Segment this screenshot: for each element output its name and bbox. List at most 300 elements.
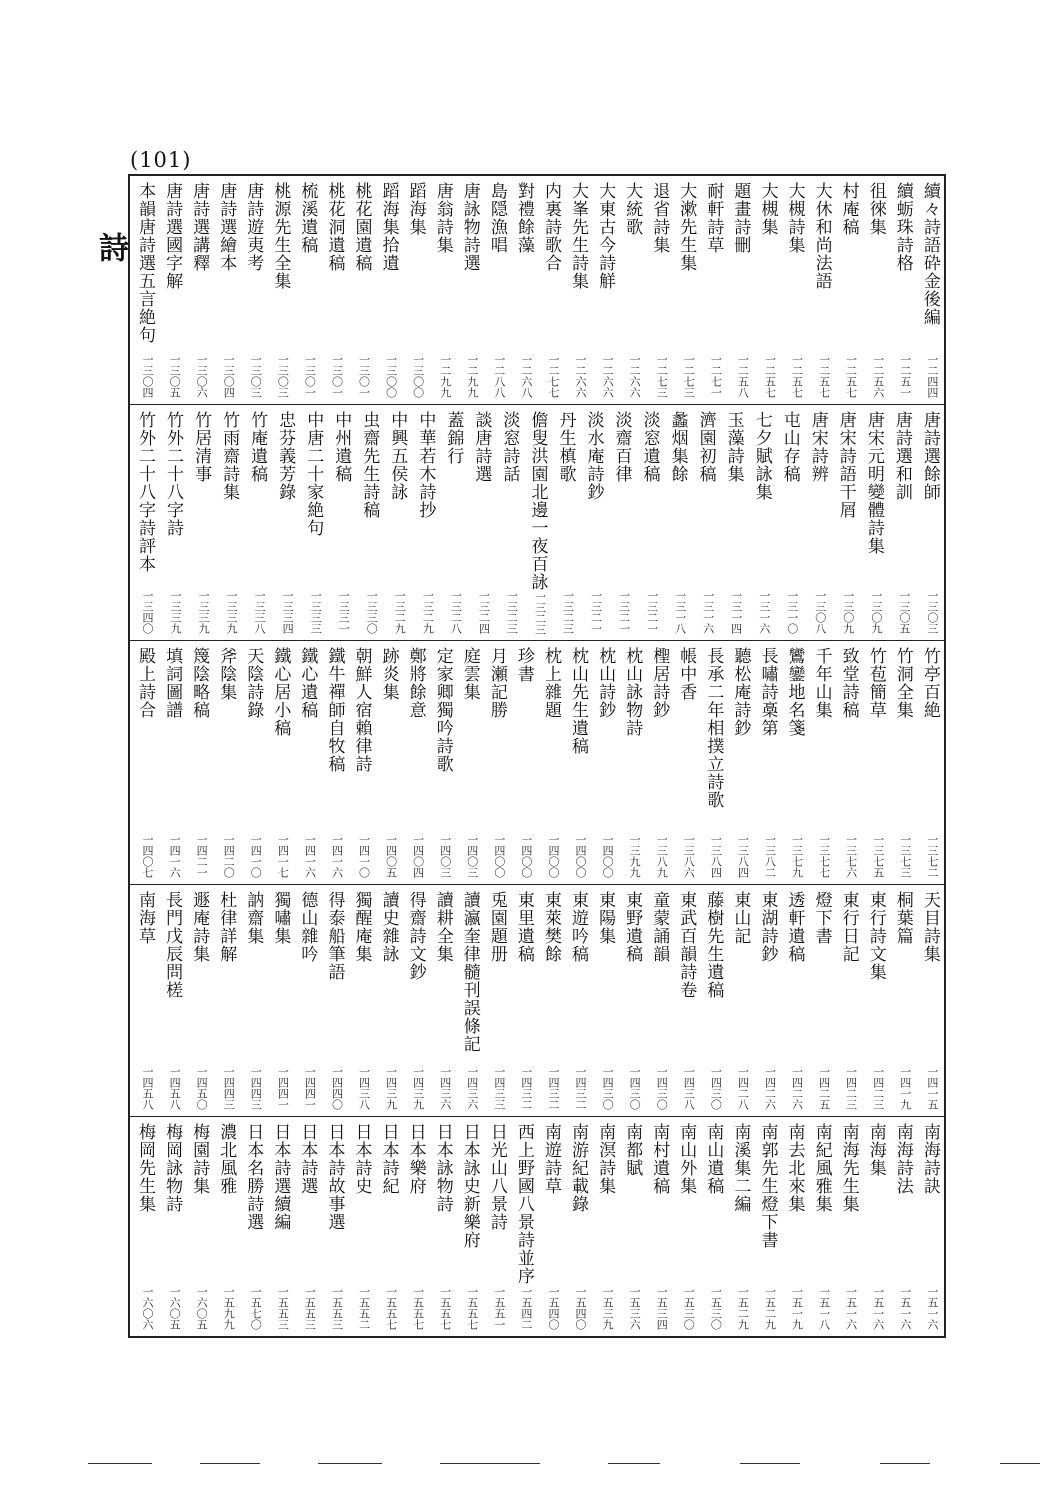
index-entry — [725, 411, 742, 634]
entry-page-number: 一三三九 — [197, 590, 211, 634]
entry-title: 南海詩訣 — [919, 1123, 940, 1195]
entry-page-number: 一四〇〇 — [601, 834, 615, 878]
entry-title: 讀瀛奎律髓刊誤條記 — [459, 891, 480, 1053]
entry-title: 得泰船筆語 — [324, 891, 345, 981]
entry-page-number: 一二五七 — [817, 354, 831, 398]
entry-title: 長門戊辰問槎 — [162, 891, 183, 999]
entry-title: 東萊樊餘 — [540, 891, 561, 963]
entry-page-number: 一四〇五 — [384, 834, 398, 878]
entry-page-number: 一三二三 — [533, 591, 547, 635]
index-entry — [837, 411, 854, 634]
index-entry — [353, 891, 370, 1110]
index-entry — [757, 1123, 778, 1330]
footer-rule — [608, 1463, 660, 1464]
entry-title: 唐宋詩語干屑 — [835, 411, 856, 519]
entry-page-number: 一四一〇 — [249, 834, 263, 878]
section-label: 詩 — [93, 232, 128, 262]
footer-rule — [740, 1463, 800, 1464]
entry-page-number: 一三〇〇 — [411, 354, 425, 398]
entry-page-number: 一四〇〇 — [574, 834, 587, 878]
entry-title: 續々詩語砕金後編 — [919, 182, 940, 326]
entry-page-number: 一四一〇 — [357, 834, 371, 878]
entry-page-number: 一三〇五 — [897, 590, 911, 634]
index-entry — [542, 891, 559, 1110]
entry-title: 東陽集 — [595, 891, 616, 945]
entry-title: 東遊吟稿 — [568, 891, 588, 963]
index-entry — [434, 647, 451, 878]
entry-page-number: 一四二六 — [763, 1066, 777, 1110]
entry-page-number: 一三〇三 — [925, 590, 939, 634]
entry-page-number: 一三〇九 — [841, 590, 855, 634]
index-entry — [515, 647, 532, 878]
entry-page-number: 一三二四 — [477, 590, 491, 634]
entry-page-number: 一五五三 — [303, 1286, 317, 1330]
entry-page-number: 一三九九 — [628, 834, 642, 878]
entry-page-number: 一三三九 — [169, 590, 183, 634]
entry-page-number: 一四二三 — [844, 1066, 858, 1110]
index-entry — [216, 182, 237, 398]
entry-page-number: 一三八二 — [763, 834, 777, 878]
index-entry — [595, 891, 616, 1110]
entry-title: 桐葉篇 — [892, 891, 913, 945]
entry-page-number: 一三一六 — [757, 590, 771, 634]
index-entry — [921, 1123, 938, 1330]
entry-page-number: 一三一六 — [701, 590, 715, 634]
entry-page-number: 一四四一 — [303, 1066, 317, 1110]
index-entry — [921, 411, 938, 634]
entry-title: 東武百韻詩卷 — [676, 891, 697, 999]
entry-page-number: 一三七三 — [898, 834, 912, 878]
entry-page-number: 一四〇四 — [411, 834, 425, 878]
entry-title: 朝鮮人宿賴律詩 — [351, 647, 372, 773]
entry-page-number: 一三八六 — [682, 834, 696, 878]
index-entry — [585, 411, 602, 634]
entry-page-number: 一四五八 — [168, 1066, 182, 1110]
index-entry — [569, 182, 586, 398]
index-entry — [461, 1123, 478, 1330]
entry-title: 枕上雜題 — [540, 647, 561, 719]
index-entry — [542, 1123, 559, 1330]
index-entry — [921, 182, 938, 398]
entry-title: 鐵心居小稿 — [270, 647, 291, 737]
index-entry — [359, 411, 380, 634]
index-entry — [649, 891, 670, 1110]
entry-page-number: 一四〇三 — [438, 834, 452, 878]
entry-title: 虫齋先生詩稿 — [359, 411, 380, 519]
index-entry — [434, 1123, 451, 1330]
index-entry — [488, 891, 505, 1110]
index-entry — [380, 1123, 397, 1330]
entry-title: 篾陰略稿 — [189, 647, 210, 719]
entry-page-number: 一三八四 — [709, 834, 723, 878]
entry-title: 南遊詩草 — [540, 1123, 561, 1195]
entry-title: 日本名勝詩選 — [243, 1123, 264, 1231]
entry-title: 燈下書 — [811, 891, 832, 945]
entry-title: 竹苞簡草 — [865, 647, 886, 719]
entry-title: 儋叟洪園北邊一夜百詠 — [527, 411, 548, 591]
index-entry — [595, 182, 616, 398]
index-entry — [649, 182, 670, 398]
entry-title: 唐宋詩辨 — [807, 411, 828, 483]
entry-page-number: 一四四三 — [222, 1066, 236, 1110]
entry-page-number: 一三八四 — [736, 834, 750, 878]
entry-title: 中州遺稿 — [331, 411, 352, 483]
entry-page-number: 一二七三 — [682, 354, 696, 398]
index-entry — [297, 182, 318, 398]
entry-title: 枕山先生遺稿 — [568, 647, 588, 755]
index-entry — [921, 891, 938, 1110]
entry-page-number: 一五五七 — [384, 1286, 398, 1330]
index-entry — [189, 1123, 210, 1330]
entry-title: 鐵牛禪師自牧稿 — [324, 647, 345, 773]
entry-title: 竹洞全集 — [892, 647, 913, 719]
entry-title: 日光山八景詩 — [486, 1123, 507, 1231]
index-entry — [649, 647, 670, 878]
entry-page-number: 一五三〇 — [709, 1286, 723, 1330]
index-entry — [893, 411, 910, 634]
index-entry — [840, 891, 857, 1110]
index-entry — [189, 891, 210, 1110]
index-entry — [840, 647, 857, 878]
entry-page-number: 一三〇八 — [813, 590, 827, 634]
index-entry — [247, 411, 268, 634]
entry-title: 讀史雜詠 — [378, 891, 399, 963]
index-entry — [407, 891, 424, 1110]
index-entry — [703, 182, 724, 398]
index-entry — [757, 182, 778, 398]
entry-title: 東里遺稿 — [513, 891, 534, 963]
footer-rule — [318, 1463, 382, 1464]
index-entry — [676, 891, 697, 1110]
index-entry — [781, 411, 798, 634]
entry-page-number: 一三七二 — [925, 834, 939, 878]
entry-page-number: 一二五六 — [871, 354, 885, 398]
index-entry — [867, 647, 884, 878]
entry-page-number: 一五五七 — [438, 1286, 452, 1330]
footer-rule — [440, 1463, 540, 1464]
entry-title: 南村遺稿 — [649, 1123, 670, 1195]
entry-page-number: 一五一六 — [871, 1286, 885, 1330]
index-band — [130, 640, 944, 884]
index-entry — [353, 647, 370, 878]
entry-title: 大漱先生集 — [676, 182, 697, 272]
index-entry — [488, 1123, 505, 1330]
entry-title: 杜律詳解 — [216, 891, 237, 963]
entry-title: 淡齋百律 — [611, 411, 632, 483]
index-entry — [894, 182, 911, 398]
index-entry — [515, 891, 532, 1110]
index-entry — [216, 891, 237, 1110]
index-entry — [380, 182, 397, 398]
entry-title: 聽松庵詩鈔 — [730, 647, 751, 737]
index-entry — [162, 891, 183, 1110]
entry-title: 日本詩紀 — [378, 1123, 399, 1195]
entry-page-number: 一三七九 — [790, 834, 804, 878]
index-entry — [434, 891, 451, 1110]
entry-title: 唐詠物詩選 — [459, 182, 480, 272]
entry-title: 長嘯詩槀第 — [757, 647, 778, 737]
entry-page-number: 一三〇〇 — [384, 354, 398, 398]
index-entry — [324, 891, 345, 1110]
entry-page-number: 一四二一 — [195, 834, 209, 878]
entry-title: 大峯先生詩集 — [568, 182, 588, 290]
index-entry — [730, 647, 751, 878]
entry-page-number: 一四二五 — [817, 1066, 831, 1110]
entry-title: 大槻集 — [757, 182, 778, 236]
entry-page-number: 一四三〇 — [601, 1066, 615, 1110]
entry-page-number: 一四三〇 — [709, 1066, 723, 1110]
entry-page-number: 一四三二 — [519, 1066, 533, 1110]
entry-page-number: 一五七〇 — [249, 1286, 263, 1330]
entry-title: 唐翁詩集 — [432, 182, 453, 254]
index-entry — [515, 1123, 532, 1330]
index-entry — [894, 891, 911, 1110]
entry-title: 桃花園遺稿 — [351, 182, 372, 272]
index-entry — [407, 182, 424, 398]
index-entry — [867, 1123, 884, 1330]
entry-page-number: 一四三八 — [357, 1066, 371, 1110]
entry-title: 日本樂府 — [405, 1123, 426, 1195]
index-entry — [757, 891, 778, 1110]
index-entry — [894, 1123, 911, 1330]
entry-page-number: 一六〇六 — [141, 1286, 154, 1330]
entry-title: 日本詩選 — [297, 1123, 318, 1195]
entry-page-number: 一四四一 — [276, 1066, 290, 1110]
entry-page-number: 一二七七 — [546, 354, 560, 398]
index-entry — [243, 182, 264, 398]
index-entry — [542, 647, 559, 878]
entry-page-number: 一四五八 — [141, 1066, 154, 1110]
index-band — [130, 404, 944, 640]
entry-page-number: 一四一九 — [898, 1066, 912, 1110]
index-entry — [216, 1123, 237, 1330]
index-entry — [622, 1123, 643, 1330]
entry-page-number: 一四三九 — [384, 1066, 398, 1110]
index-entry — [387, 411, 408, 634]
index-entry — [297, 1123, 318, 1330]
entry-title: 忠芬義芳錄 — [275, 411, 296, 501]
entry-title: 本韻唐詩選五言絶句 — [135, 182, 155, 344]
index-entry — [189, 182, 210, 398]
entry-title: 南海詩法 — [892, 1123, 913, 1195]
entry-page-number: 一五五三 — [330, 1286, 344, 1330]
index-entry — [136, 891, 153, 1110]
entry-title: 續蛎珠詩格 — [892, 182, 913, 272]
entry-page-number: 一五二九 — [736, 1286, 750, 1330]
entry-title: 村庵稿 — [838, 182, 859, 236]
entry-page-number: 一三三八 — [253, 590, 267, 634]
entry-title: 耐軒詩草 — [703, 182, 724, 254]
entry-title: 唐詩選繪本 — [216, 182, 237, 272]
index-entry — [569, 891, 586, 1110]
entry-page-number: 一二五一 — [898, 354, 912, 398]
entry-title: 七夕賦詠集 — [751, 411, 772, 501]
entry-page-number: 一四三二 — [574, 1066, 587, 1110]
entry-page-number: 一三二三 — [561, 590, 575, 634]
entry-title: 帳中香 — [676, 647, 697, 701]
index-entry — [697, 411, 714, 634]
index-entry — [136, 647, 153, 878]
entry-title: 題畫詩刪 — [730, 182, 751, 254]
index-entry — [641, 411, 658, 634]
entry-page-number: 一三〇九 — [869, 590, 883, 634]
entry-title: 徂徠集 — [865, 182, 886, 236]
entry-page-number: 一四〇〇 — [519, 834, 533, 878]
entry-page-number: 一三一八 — [673, 590, 687, 634]
entry-page-number: 一四一六 — [303, 834, 317, 878]
index-entry — [324, 647, 345, 878]
entry-title: 珍書 — [513, 647, 534, 683]
entry-title: 南海草 — [135, 891, 155, 945]
entry-page-number: 一四四〇 — [330, 1066, 344, 1110]
entry-title: 枕山詠物詩 — [622, 647, 643, 737]
entry-title: 梅岡先生集 — [135, 1123, 155, 1213]
entry-page-number: 一五一九 — [790, 1286, 804, 1330]
entry-title: 東野遺稿 — [622, 891, 643, 963]
index-entry — [569, 1123, 586, 1330]
entry-title: 南都賦 — [622, 1123, 643, 1177]
entry-title: 南郭先生燈下書 — [757, 1123, 778, 1249]
entry-title: 唐詩遊夷考 — [243, 182, 264, 272]
entry-page-number: 一三三四 — [281, 590, 295, 634]
entry-page-number: 一五五三 — [276, 1286, 290, 1330]
entry-title: 梅岡詠物詩 — [162, 1123, 183, 1213]
entry-title: 丹生槙歌 — [555, 411, 576, 483]
index-entry — [595, 1123, 616, 1330]
entry-title: 天目詩集 — [919, 891, 940, 963]
index-entry — [270, 182, 291, 398]
entry-title: 斧陰集 — [216, 647, 237, 701]
entry-title: 淡窓遺稿 — [639, 411, 660, 483]
index-entry — [703, 1123, 724, 1330]
entry-page-number: 一三二一 — [645, 590, 659, 634]
index-entry — [488, 647, 505, 878]
entry-title: 竹外二十八字詩 — [163, 411, 184, 537]
index-entry — [840, 182, 857, 398]
entry-title: 大統歌 — [622, 182, 643, 236]
entry-title: 淡窓詩話 — [499, 411, 520, 483]
entry-title: 鸞鑾地名箋 — [784, 647, 805, 737]
entry-page-number: 一三二一 — [617, 590, 631, 634]
entry-page-number: 一三〇一 — [303, 354, 317, 398]
entry-title: 獨醒庵集 — [351, 891, 372, 963]
entry-page-number: 一四二三 — [871, 1066, 885, 1110]
index-entry — [542, 182, 559, 398]
index-entry — [786, 891, 803, 1110]
entry-page-number: 一三七七 — [817, 834, 831, 878]
entry-title: 鄭將餘意 — [405, 647, 426, 719]
entry-title: 跡炎集 — [378, 647, 399, 701]
entry-page-number: 一二五八 — [736, 354, 750, 398]
entry-title: 南山遺稿 — [703, 1123, 724, 1195]
entry-title: 西上野國八景詩並序 — [513, 1123, 534, 1285]
index-entry — [757, 647, 778, 878]
entry-page-number: 一五二九 — [763, 1286, 777, 1330]
entry-title: 致堂詩稿 — [838, 647, 859, 719]
entry-page-number: 一五一六 — [844, 1286, 858, 1330]
entry-title: 月瀬記勝 — [486, 647, 507, 719]
entry-title: 長承二年相撲立詩歌 — [703, 647, 724, 809]
index-entry — [730, 182, 751, 398]
entry-title: 屯山存稿 — [779, 411, 800, 483]
index-entry — [270, 891, 291, 1110]
index-band — [130, 176, 944, 404]
entry-page-number: 一二七三 — [655, 354, 669, 398]
entry-page-number: 一三一四 — [729, 590, 743, 634]
page-number: (101) — [130, 148, 192, 172]
entry-page-number: 一三七五 — [871, 834, 885, 878]
entry-page-number: 一四三〇 — [655, 1066, 669, 1110]
entry-page-number: 一二四四 — [925, 354, 939, 398]
entry-title: 唐詩選和訓 — [891, 411, 912, 501]
entry-title: 唐詩選講釋 — [189, 182, 210, 272]
entry-title: 中唐二十家絶句 — [303, 411, 324, 537]
entry-title: 竹亭百絶 — [919, 647, 940, 719]
entry-title: 南山外集 — [676, 1123, 697, 1195]
index-entry — [622, 891, 643, 1110]
entry-page-number: 一五三四 — [655, 1286, 669, 1330]
footer-rule — [88, 1463, 152, 1464]
entry-page-number: 一五五七 — [465, 1286, 479, 1330]
entry-title: 大槻詩集 — [784, 182, 805, 254]
index-entry — [867, 891, 884, 1110]
entry-page-number: 一三一〇 — [785, 590, 799, 634]
entry-title: 南去北來集 — [784, 1123, 805, 1213]
index-entry — [443, 411, 464, 634]
entry-title: 日本詩史 — [351, 1123, 372, 1195]
entry-page-number: 一二七一 — [709, 354, 723, 398]
index-entry — [676, 647, 697, 878]
index-entry — [471, 411, 492, 634]
entry-title: 退省詩集 — [649, 182, 670, 254]
index-entry — [703, 647, 724, 878]
entry-page-number: 一三四〇 — [141, 590, 154, 634]
entry-page-number: 一五一八 — [817, 1286, 831, 1330]
index-entry — [162, 647, 183, 878]
index-entry — [813, 1123, 830, 1330]
entry-title: 日本詠史新樂府 — [459, 1123, 480, 1249]
entry-page-number: 一三二三 — [505, 590, 519, 634]
index-entry — [613, 411, 630, 634]
entry-title: 千年山集 — [811, 647, 832, 719]
entry-title: 定家卿獨吟詩歌 — [432, 647, 453, 773]
index-entry — [786, 647, 803, 878]
entry-title: 庭雲集 — [459, 647, 480, 701]
index-entry — [867, 182, 884, 398]
entry-page-number: 一三三〇 — [365, 590, 379, 634]
entry-page-number: 一三二九 — [421, 590, 435, 634]
entry-title: 島隠漁唱 — [486, 182, 507, 254]
entry-page-number: 一四一五 — [925, 1066, 939, 1110]
entry-page-number: 一四三八 — [682, 1066, 696, 1110]
entry-title: 日本詩選續編 — [270, 1123, 291, 1231]
index-entry — [813, 647, 830, 878]
index-entry — [219, 411, 240, 634]
index-entry — [921, 647, 938, 878]
footer-rule — [880, 1463, 930, 1464]
entry-page-number: 一二八八 — [492, 354, 506, 398]
entry-title: 填詞圖譜 — [162, 647, 183, 719]
entry-title: 殿上詩合 — [135, 647, 155, 719]
entry-title: 鐵心遺稿 — [297, 647, 318, 719]
entry-page-number: 一三〇三 — [276, 354, 290, 398]
index-entry — [189, 647, 210, 878]
entry-page-number: 一二六六 — [601, 354, 615, 398]
entry-title: 内裏詩歌合 — [540, 182, 561, 272]
entry-page-number: 一二五七 — [790, 354, 804, 398]
entry-page-number: 一三二八 — [449, 590, 463, 634]
index-table — [128, 174, 946, 1338]
